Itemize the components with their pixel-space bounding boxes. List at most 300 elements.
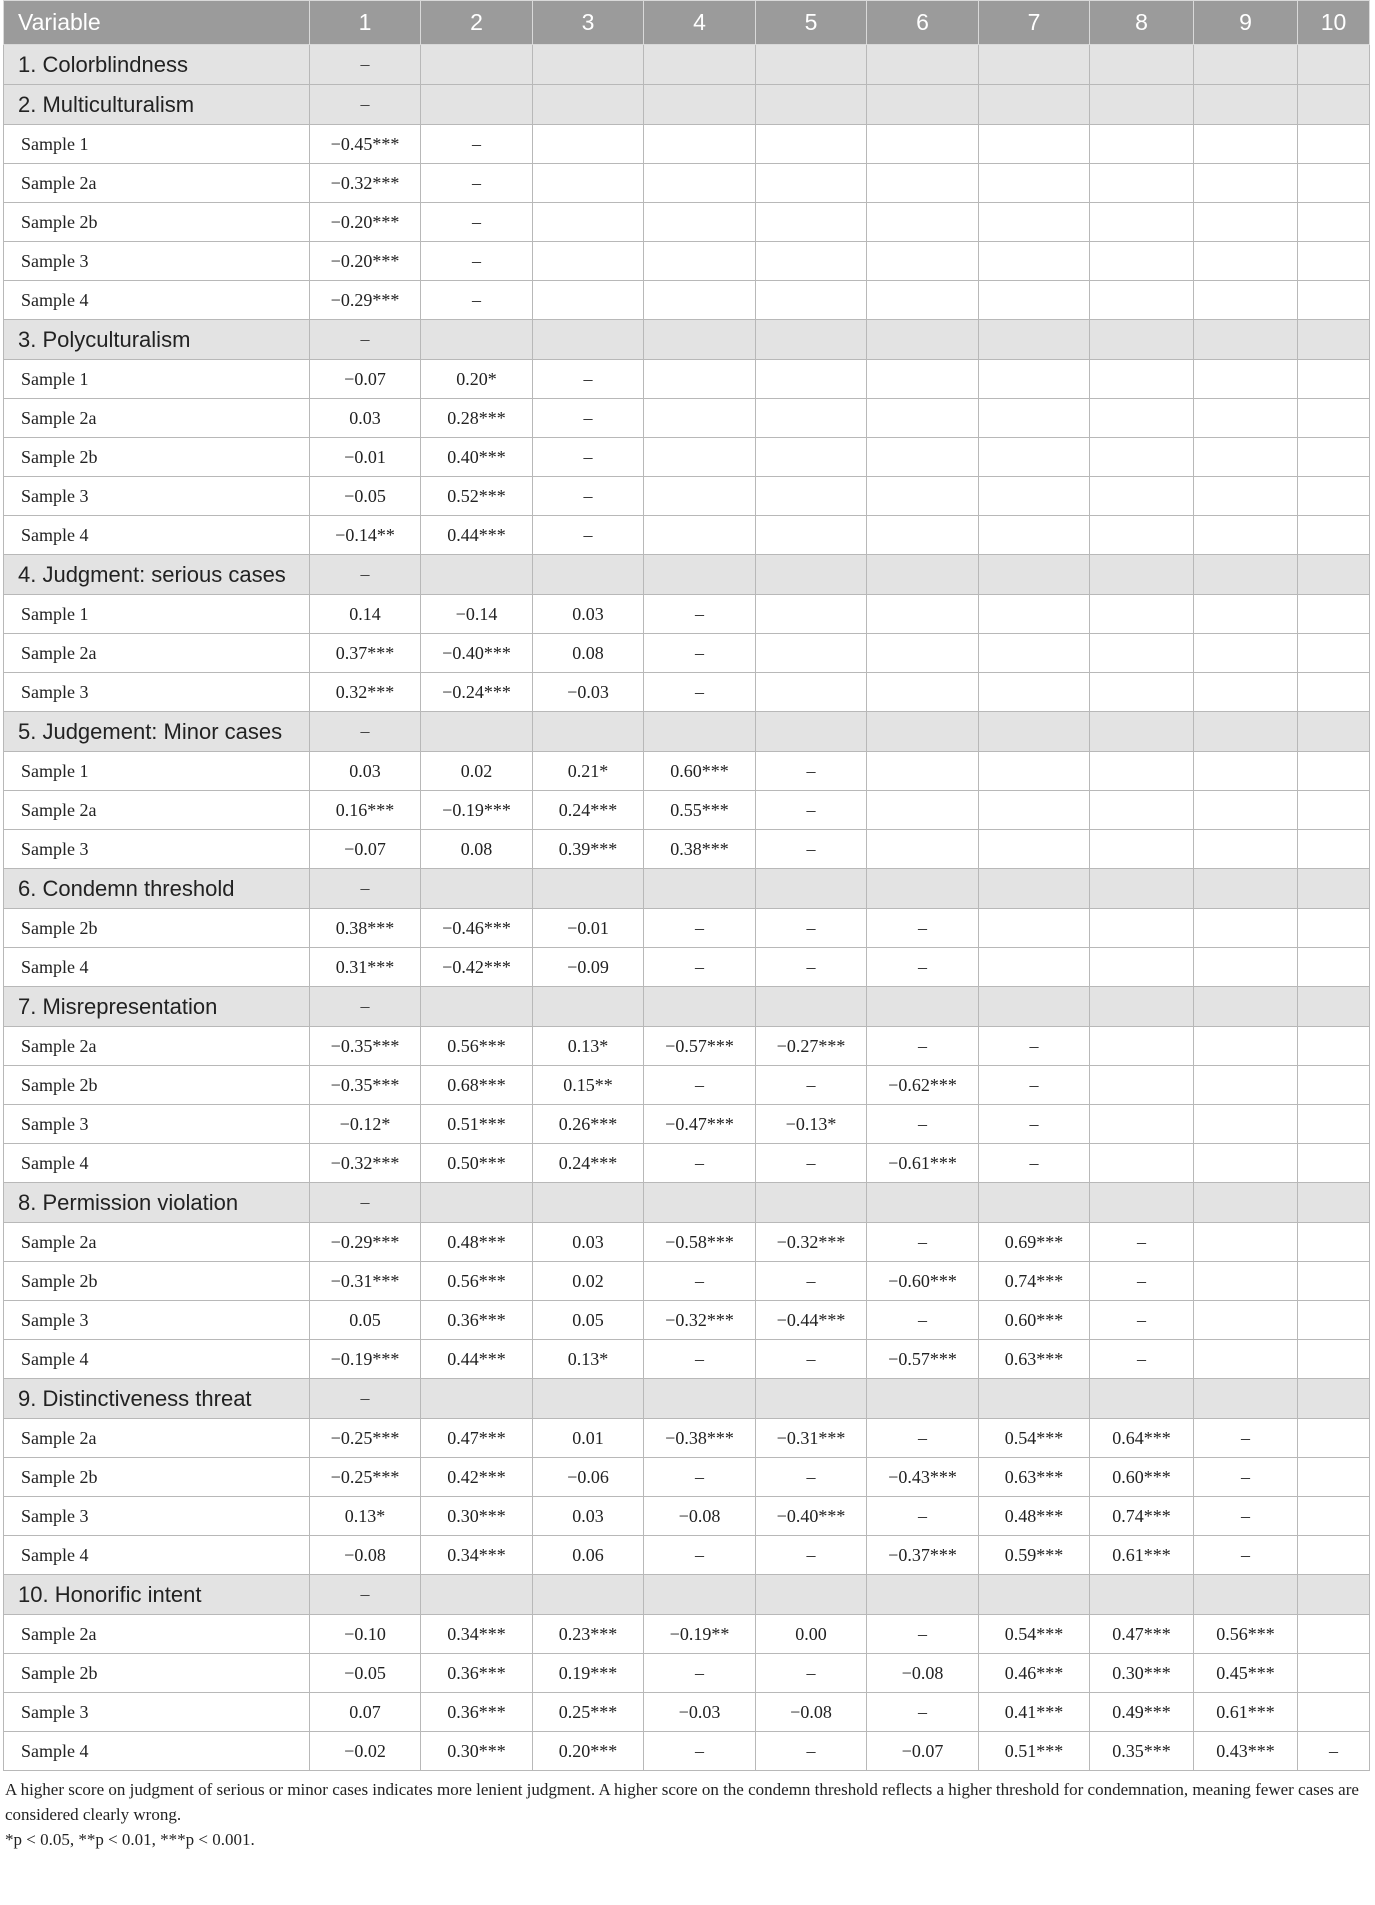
table-row — [4, 1301, 1370, 1340]
section-diagonal: – — [310, 1379, 421, 1419]
section-empty-cell — [1194, 1183, 1298, 1223]
correlation-cell — [979, 164, 1090, 203]
section-row — [4, 45, 1370, 85]
header-col-4: 4 — [644, 1, 756, 45]
header-variable: Variable — [4, 1, 310, 45]
correlation-cell: – — [867, 909, 979, 948]
section-row — [4, 1379, 1370, 1419]
correlation-cell: – — [979, 1066, 1090, 1105]
correlation-cell: 0.28*** — [421, 399, 533, 438]
section-label: 3. Polyculturalism — [4, 320, 310, 360]
correlation-cell: −0.02 — [310, 1732, 421, 1771]
correlation-cell: 0.05 — [533, 1301, 644, 1340]
section-empty-cell — [421, 45, 533, 85]
correlation-cell: −0.14** — [310, 516, 421, 555]
header-col-2: 2 — [421, 1, 533, 45]
correlation-cell — [1194, 477, 1298, 516]
section-empty-cell — [756, 45, 867, 85]
section-empty-cell — [644, 85, 756, 125]
correlation-cell: 0.56*** — [421, 1027, 533, 1066]
sample-label: Sample 3 — [4, 1105, 310, 1144]
correlation-cell — [979, 125, 1090, 164]
section-empty-cell — [1298, 1183, 1370, 1223]
correlation-cell — [867, 516, 979, 555]
sample-label: Sample 2a — [4, 1419, 310, 1458]
correlation-cell: −0.44*** — [756, 1301, 867, 1340]
correlation-cell: 0.36*** — [421, 1301, 533, 1340]
section-empty-cell — [421, 1575, 533, 1615]
correlation-cell: 0.03 — [533, 1497, 644, 1536]
correlation-cell — [1090, 909, 1194, 948]
table-row — [4, 830, 1370, 869]
correlation-cell: – — [1090, 1340, 1194, 1379]
correlation-cell — [1090, 595, 1194, 634]
sample-label: Sample 4 — [4, 948, 310, 987]
section-empty-cell — [867, 869, 979, 909]
correlation-cell: −0.08 — [867, 1654, 979, 1693]
section-empty-cell — [1298, 320, 1370, 360]
correlation-cell: 0.20*** — [533, 1732, 644, 1771]
correlation-cell — [979, 830, 1090, 869]
correlation-cell — [1298, 1340, 1370, 1379]
section-empty-cell — [1090, 1575, 1194, 1615]
correlation-cell: −0.25*** — [310, 1419, 421, 1458]
correlation-cell: – — [644, 948, 756, 987]
correlation-cell: −0.03 — [644, 1693, 756, 1732]
table-row — [4, 1105, 1370, 1144]
correlation-cell: 0.54*** — [979, 1419, 1090, 1458]
sample-label: Sample 2b — [4, 1066, 310, 1105]
table-row — [4, 948, 1370, 987]
correlation-cell — [644, 203, 756, 242]
correlation-cell: – — [533, 438, 644, 477]
correlation-cell: −0.08 — [310, 1536, 421, 1575]
correlation-cell — [1090, 1066, 1194, 1105]
section-empty-cell — [979, 712, 1090, 752]
correlation-cell: – — [1194, 1497, 1298, 1536]
correlation-cell: 0.30*** — [421, 1732, 533, 1771]
correlation-cell: −0.08 — [756, 1693, 867, 1732]
correlation-cell: −0.19*** — [310, 1340, 421, 1379]
correlation-cell: 0.56*** — [1194, 1615, 1298, 1654]
correlation-cell — [867, 477, 979, 516]
correlation-cell: – — [421, 203, 533, 242]
correlation-cell: – — [867, 1497, 979, 1536]
section-empty-cell — [421, 85, 533, 125]
correlation-cell — [756, 634, 867, 673]
sample-label: Sample 2a — [4, 634, 310, 673]
sample-label: Sample 2a — [4, 164, 310, 203]
sample-label: Sample 2a — [4, 399, 310, 438]
correlation-cell: – — [644, 909, 756, 948]
section-label: 2. Multiculturalism — [4, 85, 310, 125]
section-empty-cell — [1090, 45, 1194, 85]
correlation-cell — [1298, 125, 1370, 164]
correlation-cell: 0.32*** — [310, 673, 421, 712]
section-row — [4, 712, 1370, 752]
section-empty-cell — [1090, 1183, 1194, 1223]
sample-label: Sample 3 — [4, 673, 310, 712]
section-empty-cell — [979, 987, 1090, 1027]
correlation-table-container — [3, 0, 1369, 1852]
correlation-cell: 0.36*** — [421, 1654, 533, 1693]
correlation-cell: – — [756, 1654, 867, 1693]
correlation-cell: −0.07 — [310, 360, 421, 399]
correlation-cell — [1090, 281, 1194, 320]
section-empty-cell — [756, 1575, 867, 1615]
correlation-cell — [1298, 1066, 1370, 1105]
sample-label: Sample 2a — [4, 791, 310, 830]
correlation-cell — [1298, 752, 1370, 791]
table-row — [4, 1732, 1370, 1771]
correlation-cell — [1194, 438, 1298, 477]
correlation-cell: – — [421, 242, 533, 281]
correlation-cell: – — [756, 948, 867, 987]
correlation-cell — [867, 438, 979, 477]
section-empty-cell — [644, 1379, 756, 1419]
section-row — [4, 1575, 1370, 1615]
correlation-cell: 0.48*** — [979, 1497, 1090, 1536]
section-label: 5. Judgement: Minor cases — [4, 712, 310, 752]
correlation-cell: 0.47*** — [421, 1419, 533, 1458]
correlation-cell: – — [867, 1301, 979, 1340]
correlation-cell: – — [756, 1340, 867, 1379]
correlation-cell — [1298, 1615, 1370, 1654]
sample-label: Sample 3 — [4, 1497, 310, 1536]
correlation-cell — [1194, 203, 1298, 242]
correlation-cell — [644, 516, 756, 555]
correlation-cell — [979, 281, 1090, 320]
sample-label: Sample 1 — [4, 595, 310, 634]
correlation-cell: 0.03 — [533, 1223, 644, 1262]
correlation-cell — [1298, 360, 1370, 399]
correlation-cell — [1194, 281, 1298, 320]
correlation-cell — [1298, 1223, 1370, 1262]
table-row — [4, 673, 1370, 712]
table-row — [4, 399, 1370, 438]
correlation-cell: 0.54*** — [979, 1615, 1090, 1654]
correlation-cell: 0.38*** — [310, 909, 421, 948]
table-row — [4, 791, 1370, 830]
section-row — [4, 869, 1370, 909]
correlation-cell: 0.13* — [533, 1340, 644, 1379]
correlation-cell — [756, 203, 867, 242]
section-empty-cell — [1298, 869, 1370, 909]
section-empty-cell — [533, 1379, 644, 1419]
correlation-cell — [1194, 752, 1298, 791]
correlation-cell: 0.34*** — [421, 1536, 533, 1575]
correlation-cell: 0.44*** — [421, 516, 533, 555]
section-empty-cell — [1194, 869, 1298, 909]
section-empty-cell — [756, 869, 867, 909]
correlation-cell: −0.29*** — [310, 281, 421, 320]
correlation-cell: −0.01 — [310, 438, 421, 477]
correlation-cell — [979, 203, 1090, 242]
correlation-cell: 0.26*** — [533, 1105, 644, 1144]
correlation-cell — [644, 360, 756, 399]
correlation-cell: – — [756, 1144, 867, 1183]
correlation-cell: −0.60*** — [867, 1262, 979, 1301]
section-empty-cell — [867, 987, 979, 1027]
correlation-cell: −0.06 — [533, 1458, 644, 1497]
table-row — [4, 125, 1370, 164]
section-empty-cell — [644, 555, 756, 595]
correlation-cell: 0.05 — [310, 1301, 421, 1340]
section-diagonal: – — [310, 320, 421, 360]
correlation-cell — [979, 948, 1090, 987]
correlation-cell — [533, 164, 644, 203]
sample-label: Sample 1 — [4, 752, 310, 791]
correlation-cell: 0.45*** — [1194, 1654, 1298, 1693]
correlation-cell — [979, 791, 1090, 830]
correlation-cell: 0.20* — [421, 360, 533, 399]
section-empty-cell — [756, 1183, 867, 1223]
correlation-cell — [867, 830, 979, 869]
section-empty-cell — [1090, 1379, 1194, 1419]
sample-label: Sample 2a — [4, 1027, 310, 1066]
section-empty-cell — [1298, 1575, 1370, 1615]
correlation-cell — [867, 752, 979, 791]
correlation-cell — [1298, 909, 1370, 948]
sample-label: Sample 2a — [4, 1223, 310, 1262]
table-row — [4, 203, 1370, 242]
correlation-cell — [1298, 516, 1370, 555]
table-row — [4, 1340, 1370, 1379]
correlation-table — [3, 0, 1370, 1771]
section-empty-cell — [1298, 987, 1370, 1027]
section-empty-cell — [644, 987, 756, 1027]
correlation-cell: 0.00 — [756, 1615, 867, 1654]
table-row — [4, 1262, 1370, 1301]
correlation-cell: 0.24*** — [533, 791, 644, 830]
section-row — [4, 1183, 1370, 1223]
correlation-cell: – — [867, 1105, 979, 1144]
correlation-cell — [1090, 1027, 1194, 1066]
table-row — [4, 1066, 1370, 1105]
correlation-cell: −0.35*** — [310, 1066, 421, 1105]
header-col-8: 8 — [1090, 1, 1194, 45]
correlation-cell: 0.03 — [310, 399, 421, 438]
sample-label: Sample 3 — [4, 242, 310, 281]
correlation-cell — [1090, 242, 1194, 281]
correlation-cell — [644, 164, 756, 203]
section-empty-cell — [979, 1575, 1090, 1615]
correlation-cell — [867, 673, 979, 712]
sample-label: Sample 4 — [4, 1536, 310, 1575]
correlation-cell: −0.07 — [310, 830, 421, 869]
section-empty-cell — [533, 555, 644, 595]
correlation-cell: −0.12* — [310, 1105, 421, 1144]
section-empty-cell — [979, 555, 1090, 595]
section-empty-cell — [1298, 555, 1370, 595]
section-empty-cell — [1194, 320, 1298, 360]
section-empty-cell — [1090, 320, 1194, 360]
table-row — [4, 1223, 1370, 1262]
section-empty-cell — [979, 869, 1090, 909]
correlation-cell — [1298, 438, 1370, 477]
correlation-cell: – — [1194, 1536, 1298, 1575]
correlation-cell: −0.40*** — [756, 1497, 867, 1536]
correlation-cell: – — [756, 1536, 867, 1575]
correlation-cell: 0.43*** — [1194, 1732, 1298, 1771]
sample-label: Sample 2b — [4, 1654, 310, 1693]
table-row — [4, 909, 1370, 948]
correlation-cell — [1194, 360, 1298, 399]
correlation-cell — [979, 242, 1090, 281]
correlation-cell: – — [756, 1732, 867, 1771]
correlation-cell: 0.35*** — [1090, 1732, 1194, 1771]
table-row — [4, 1458, 1370, 1497]
table-row — [4, 477, 1370, 516]
correlation-cell: 0.21* — [533, 752, 644, 791]
correlation-cell: −0.19*** — [421, 791, 533, 830]
section-empty-cell — [867, 555, 979, 595]
correlation-cell — [756, 516, 867, 555]
correlation-cell — [1090, 477, 1194, 516]
correlation-cell — [1194, 909, 1298, 948]
correlation-cell — [1194, 595, 1298, 634]
correlation-cell: 0.36*** — [421, 1693, 533, 1732]
correlation-cell — [644, 399, 756, 438]
correlation-cell: – — [979, 1144, 1090, 1183]
sample-label: Sample 2b — [4, 1262, 310, 1301]
correlation-cell: 0.48*** — [421, 1223, 533, 1262]
correlation-cell: 0.39*** — [533, 830, 644, 869]
section-row — [4, 555, 1370, 595]
correlation-cell: −0.32*** — [644, 1301, 756, 1340]
correlation-cell — [756, 125, 867, 164]
correlation-cell — [1090, 1144, 1194, 1183]
correlation-cell — [1298, 477, 1370, 516]
correlation-cell: −0.03 — [533, 673, 644, 712]
correlation-cell — [1194, 164, 1298, 203]
section-diagonal: – — [310, 712, 421, 752]
correlation-cell: −0.13* — [756, 1105, 867, 1144]
correlation-cell: −0.14 — [421, 595, 533, 634]
section-empty-cell — [1090, 85, 1194, 125]
correlation-cell: – — [756, 1458, 867, 1497]
correlation-cell — [1194, 634, 1298, 673]
correlation-cell — [1194, 1105, 1298, 1144]
correlation-cell — [1298, 634, 1370, 673]
correlation-cell: – — [867, 1693, 979, 1732]
correlation-cell — [756, 477, 867, 516]
correlation-cell: – — [644, 634, 756, 673]
correlation-cell: – — [979, 1027, 1090, 1066]
sample-label: Sample 2b — [4, 203, 310, 242]
correlation-cell: – — [1090, 1223, 1194, 1262]
section-diagonal: – — [310, 555, 421, 595]
table-row — [4, 1693, 1370, 1732]
correlation-cell — [979, 399, 1090, 438]
correlation-cell — [1194, 242, 1298, 281]
correlation-cell: 0.49*** — [1090, 1693, 1194, 1732]
table-row — [4, 1536, 1370, 1575]
correlation-cell — [1298, 242, 1370, 281]
correlation-cell: – — [644, 1732, 756, 1771]
correlation-cell: −0.10 — [310, 1615, 421, 1654]
correlation-cell — [644, 125, 756, 164]
correlation-cell: 0.59*** — [979, 1536, 1090, 1575]
section-empty-cell — [421, 1379, 533, 1419]
correlation-cell: 0.31*** — [310, 948, 421, 987]
correlation-cell: 0.07 — [310, 1693, 421, 1732]
section-empty-cell — [644, 1575, 756, 1615]
sample-label: Sample 3 — [4, 1301, 310, 1340]
header-col-1: 1 — [310, 1, 421, 45]
section-diagonal: – — [310, 987, 421, 1027]
correlation-cell: −0.31*** — [310, 1262, 421, 1301]
correlation-cell — [644, 242, 756, 281]
correlation-cell: – — [644, 1262, 756, 1301]
correlation-cell — [756, 438, 867, 477]
correlation-cell — [1298, 399, 1370, 438]
correlation-cell — [1194, 516, 1298, 555]
correlation-cell: −0.62*** — [867, 1066, 979, 1105]
correlation-cell: 0.51*** — [979, 1732, 1090, 1771]
correlation-cell — [756, 164, 867, 203]
correlation-cell — [1090, 791, 1194, 830]
correlation-cell — [1194, 1301, 1298, 1340]
correlation-cell — [533, 281, 644, 320]
correlation-cell: −0.05 — [310, 1654, 421, 1693]
correlation-cell: −0.32*** — [310, 164, 421, 203]
correlation-cell — [1194, 1223, 1298, 1262]
correlation-cell: 0.42*** — [421, 1458, 533, 1497]
correlation-cell — [1298, 948, 1370, 987]
section-empty-cell — [1090, 987, 1194, 1027]
correlation-cell: −0.38*** — [644, 1419, 756, 1458]
correlation-cell: 0.25*** — [533, 1693, 644, 1732]
correlation-cell — [1194, 125, 1298, 164]
correlation-cell: 0.23*** — [533, 1615, 644, 1654]
correlation-cell: – — [756, 1066, 867, 1105]
section-empty-cell — [756, 85, 867, 125]
correlation-cell: 0.47*** — [1090, 1615, 1194, 1654]
correlation-cell: 0.44*** — [421, 1340, 533, 1379]
correlation-cell: – — [1090, 1262, 1194, 1301]
correlation-cell — [979, 516, 1090, 555]
section-empty-cell — [533, 320, 644, 360]
correlation-cell — [1194, 1066, 1298, 1105]
correlation-cell: −0.27*** — [756, 1027, 867, 1066]
section-empty-cell — [1194, 987, 1298, 1027]
correlation-cell: −0.25*** — [310, 1458, 421, 1497]
correlation-cell: 0.41*** — [979, 1693, 1090, 1732]
section-label: 4. Judgment: serious cases — [4, 555, 310, 595]
section-empty-cell — [867, 1575, 979, 1615]
correlation-cell — [756, 281, 867, 320]
section-empty-cell — [1090, 712, 1194, 752]
correlation-cell: – — [756, 909, 867, 948]
correlation-cell — [1298, 830, 1370, 869]
correlation-cell — [644, 438, 756, 477]
header-col-9: 9 — [1194, 1, 1298, 45]
section-label: 6. Condemn threshold — [4, 869, 310, 909]
correlation-cell — [1090, 125, 1194, 164]
correlation-cell: 0.63*** — [979, 1458, 1090, 1497]
section-row — [4, 320, 1370, 360]
correlation-cell — [1090, 438, 1194, 477]
sample-label: Sample 4 — [4, 281, 310, 320]
section-empty-cell — [979, 45, 1090, 85]
section-empty-cell — [533, 987, 644, 1027]
correlation-cell — [979, 438, 1090, 477]
correlation-cell — [1298, 1144, 1370, 1183]
correlation-cell: −0.61*** — [867, 1144, 979, 1183]
correlation-cell: – — [533, 360, 644, 399]
correlation-cell — [1298, 1497, 1370, 1536]
